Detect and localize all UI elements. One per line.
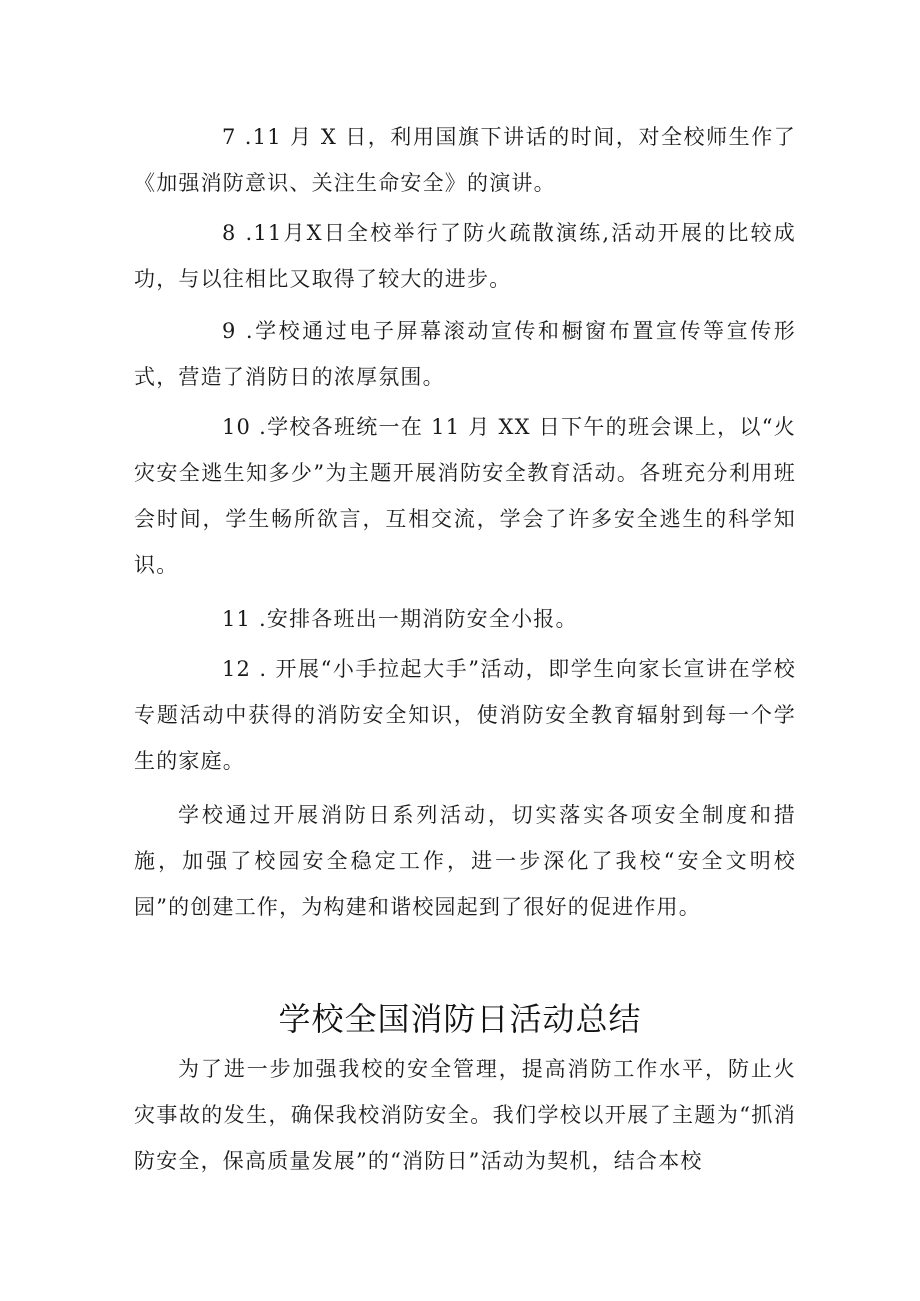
item-text: .11月X日全校举行了防火疏散演练,活动开展的比较成功，与以往相比又取得了较大的进步。 [134,221,796,291]
item-text: .学校通过电子屏幕滚动宣传和橱窗布置宣传等宣传形式，营造了消防日的浓厚氛围。 [134,319,796,389]
intro-paragraph: 为了进一步加强我校的安全管理，提高消防工作水平，防止火灾事故的发生，确保我校消防安全。我们学校以开展了主题为“抓消防安全，保高质量发展”的“消防日”活动为契机，结合本校 [134,1057,796,1173]
item-number: 10 [222,415,252,439]
item-text: . 开展“小手拉起大手”活动，即学生向家长宣讲在学校专题活动中获得的消防安全知识，使消防安全教育辐射到每一个学生的家庭。 [134,657,796,773]
item-number: 8 [222,221,237,245]
list-item-8 [134,210,796,302]
list-item-12 [134,646,796,784]
item-text: .11 月 X 日，利用国旗下讲话的时间，对全校师生作了《加强消防意识、关注生命安全》的演讲。 [134,125,796,195]
item-text: .安排各班出一期消防安全小报。 [251,607,578,631]
list-item-10 [134,404,796,588]
item-number: 11 [222,607,252,631]
item-number: 7 [222,125,237,149]
list-item-7 [134,114,796,206]
item-number: 9 [222,319,237,343]
list-item-11 [134,596,796,642]
item-text: .学校各班统一在 11 月 XX 日下午的班会课上，以“火灾安全逃生知多少”为主题开展消防安全教育活动。各班充分利用班会时间，学生畅所欲言，互相交流，学会了许多安全逃生的科学知识。 [134,415,796,577]
item-number: 12 [222,657,252,681]
section-heading: 学校全国消防日活动总结 [278,1000,642,1038]
conclusion-paragraph: 学校通过开展消防日系列活动，切实落实各项安全制度和措施，加强了校园安全稳定工作，进一步深化了我校“安全文明校园”的创建工作，为构建和谐校园起到了很好的促进作用。 [134,803,796,919]
list-item-9 [134,308,796,400]
